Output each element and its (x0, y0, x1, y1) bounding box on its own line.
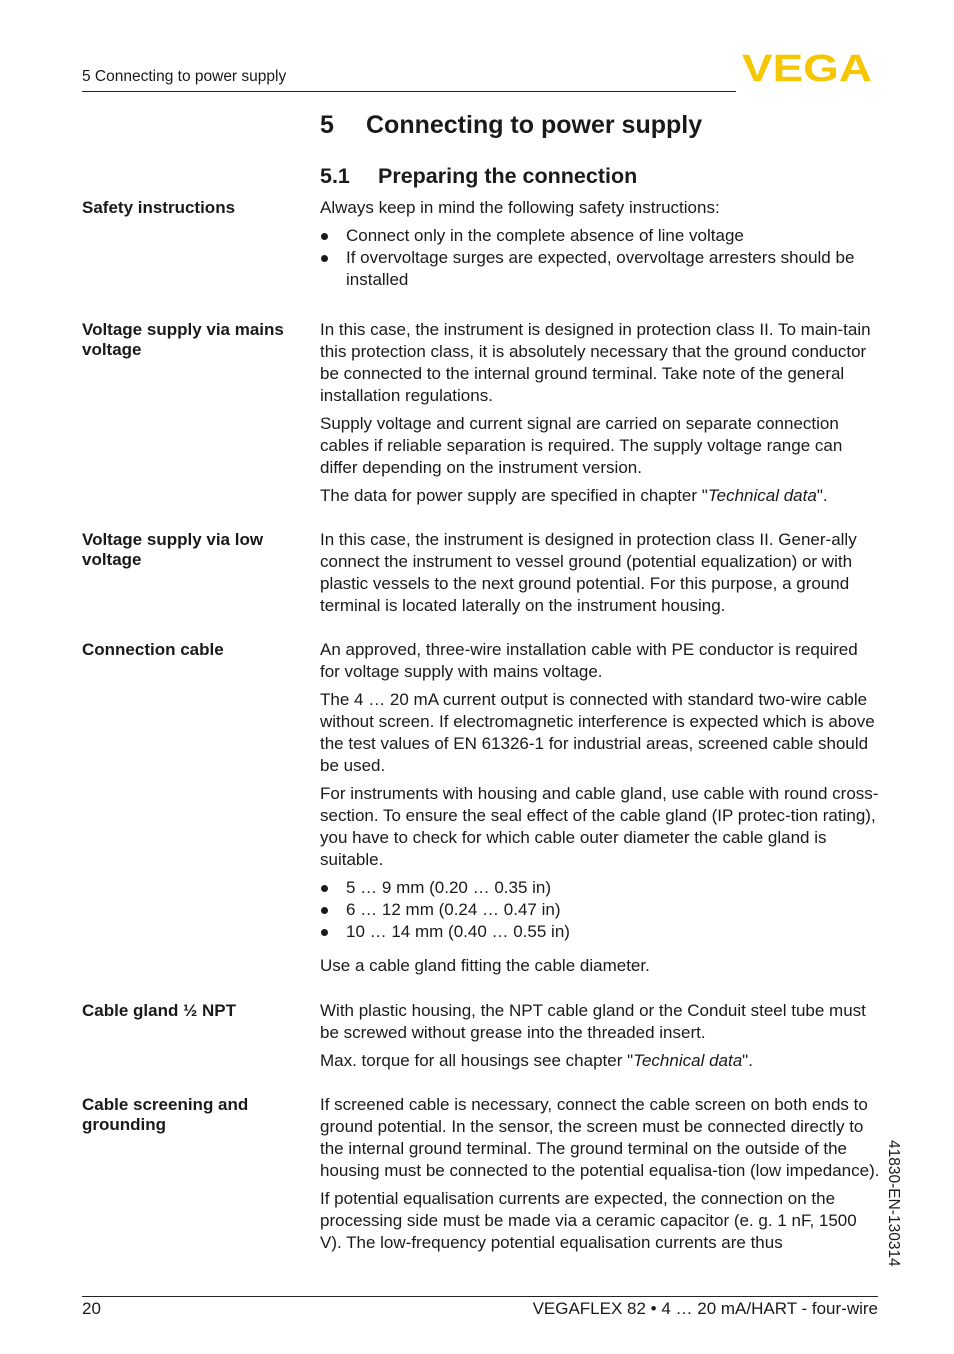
bullet-list (320, 877, 880, 943)
paragraph: With plastic housing, the NPT cable gland or the Conduit steel tube must be screwed without grease into the threaded insert. (320, 1001, 866, 1042)
block-mains (320, 319, 880, 513)
paragraph: If screened cable is necessary, connect the cable screen on both ends to ground potential. In the sensor, the screen must be connected directly to the internal ground terminal. The ground terminal on the outside of the housing must be connected to the potential equalisa-tion (low impedance). (320, 1095, 880, 1180)
bullet-list (320, 225, 880, 291)
block-cable-screening (320, 1094, 880, 1260)
svg-text:VEGA: VEGA (742, 50, 872, 84)
chapter-heading (320, 111, 702, 140)
paragraph: Max. torque for all housings see chapter "Technical data". (320, 1051, 753, 1070)
vega-logo (742, 50, 872, 84)
margin-label-safety: Safety instructions (82, 198, 236, 217)
header-rule (82, 91, 736, 92)
block-connection-cable (320, 639, 880, 983)
paragraph: An approved, three-wire installation cable with PE conductor is required for voltage supply with mains voltage. (320, 640, 858, 681)
paragraph: In this case, the instrument is designed in protection class II. Gener-ally connect the instrument to vessel ground (potential equalization) or with plastic vessels to the next ground potential. For this purpose, a ground terminal is located laterally on the instrument housing. (320, 530, 857, 615)
chapter-title: Connecting to power supply (366, 111, 703, 139)
page-number: 20 (82, 1299, 101, 1318)
list-item: 5 … 9 mm (0.20 … 0.35 in) (320, 877, 880, 899)
paragraph: The 4 … 20 mA current output is connected with standard two-wire cable without screen. If electromagnetic interference is expected which is above the test values of EN 61326-1 for industrial areas, screened cable should be used. (320, 690, 875, 775)
chapter-number: 5 (320, 111, 334, 139)
list-item: 10 … 14 mm (0.40 … 0.55 in) (320, 921, 880, 943)
document-id: 41830-EN-130314 (885, 1140, 902, 1267)
section-title: Preparing the connection (378, 164, 638, 188)
section-heading (320, 164, 637, 189)
section-number: 5.1 (320, 164, 350, 188)
paragraph: Supply voltage and current signal are carried on separate connection cables if reliable separation is required. The supply voltage range can differ depending on the instrument version. (320, 414, 843, 477)
paragraph: The data for power supply are specified in chapter "Technical data". (320, 486, 828, 505)
paragraph: In this case, the instrument is designed in protection class II. To main-tain this protection class, it is absolutely necessary that the ground conductor be connected to the internal ground terminal. Take note of the general installation regulations. (320, 320, 871, 405)
paragraph: Use a cable gland fitting the cable diameter. (320, 956, 650, 975)
block-safety (320, 197, 880, 297)
paragraph: If potential equalisation currents are expected, the connection on the processing side must be made via a ceramic capacitor (e. g. 1 nF, 1500 V). The low-frequency potential equalisation currents are thus (320, 1189, 857, 1252)
margin-label-mains: Voltage supply via mains voltage (82, 320, 284, 359)
chapter-reference: Technical data (633, 1051, 743, 1070)
paragraph: Always keep in mind the following safety instructions: (320, 198, 720, 217)
list-item: If overvoltage surges are expected, overvoltage arresters should be installed (320, 247, 880, 291)
footer-rule (82, 1296, 878, 1297)
paragraph: For instruments with housing and cable gland, use cable with round cross-section. To ensure the seal effect of the cable gland (IP protec-tion rating), you have to check for which cable outer diameter the cable gland is suitable. (320, 784, 879, 869)
footer-title: VEGAFLEX 82 • 4 … 20 mA/HART - four-wire (532, 1299, 878, 1318)
margin-label-low-voltage: Voltage supply via low voltage (82, 530, 264, 569)
list-item: 6 … 12 mm (0.24 … 0.47 in) (320, 899, 880, 921)
list-item: Connect only in the complete absence of line voltage (320, 225, 880, 247)
margin-label-connection-cable: Connection cable (82, 640, 224, 659)
margin-label-cable-screening: Cable screening and grounding (82, 1095, 249, 1134)
margin-label-cable-gland: Cable gland ½ NPT (82, 1001, 236, 1020)
chapter-reference: Technical data (707, 486, 817, 505)
block-low-voltage (320, 529, 880, 623)
block-cable-gland (320, 1000, 880, 1078)
running-header: 5 Connecting to power supply (82, 68, 287, 85)
